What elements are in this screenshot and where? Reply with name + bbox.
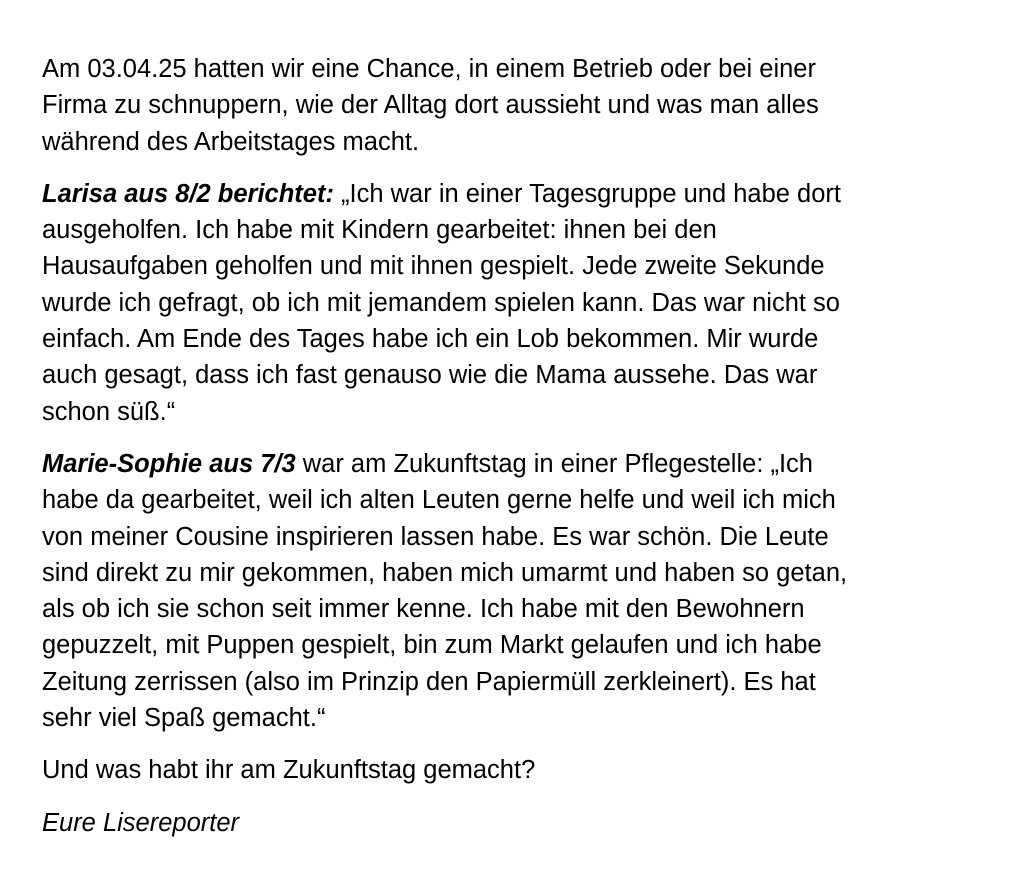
- text-line: Firma zu schnuppern, wie der Alltag dort aussieht und was man alles: [42, 91, 819, 120]
- text-line: sind direkt zu mir gekommen, haben mich umarmt und haben so getan,: [42, 558, 848, 587]
- closing-question: Und was habt ihr am Zukunftstag gemacht?: [42, 756, 536, 785]
- text-line: gepuzzelt, mit Puppen gespielt, bin zum Markt gelaufen und ich habe: [42, 631, 822, 660]
- text-line: [42, 446, 1002, 482]
- text-line: sehr viel Spaß gemacht.“: [42, 704, 326, 733]
- text-line: wurde ich gefragt, ob ich mit jemandem spielen kann. Das war nicht so: [42, 288, 840, 317]
- speaker-label: Larisa aus 8/2 berichtet:: [42, 179, 334, 208]
- text-line: schon süß.“: [42, 397, 176, 426]
- text-line: habe da gearbeitet, weil ich alten Leuten gerne helfe und weil ich mich: [42, 486, 836, 515]
- article: [42, 51, 1002, 857]
- report-marie-sophie-paragraph: [42, 446, 1002, 736]
- text-line: ausgeholfen. Ich habe mit Kindern gearbeitet: ihnen bei den: [42, 216, 717, 245]
- text-line: während des Arbeitstages macht.: [42, 127, 420, 156]
- intro-paragraph: [42, 51, 1002, 160]
- quote-start: „Ich war in einer Tagesgruppe und habe dort: [333, 179, 841, 208]
- text-line: Zeitung zerrissen (also im Prinzip den Papiermüll zerkleinert). Es hat: [42, 667, 816, 696]
- text-line: auch gesagt, dass ich fast genauso wie die Mama aussehe. Das war: [42, 361, 818, 390]
- text-line: Am 03.04.25 hatten wir eine Chance, in einem Betrieb oder bei einer: [42, 55, 816, 83]
- text-line: Hausaufgaben geholfen und mit ihnen gespielt. Jede zweite Sekunde: [42, 252, 825, 281]
- report-larisa-paragraph: [42, 176, 1002, 430]
- speaker-label: Marie-Sophie aus 7/3: [42, 449, 296, 478]
- text-line: einfach. Am Ende des Tages habe ich ein Lob bekommen. Mir wurde: [42, 325, 819, 354]
- text-line: als ob ich sie schon seit immer kenne. Ich habe mit den Bewohnern: [42, 595, 805, 624]
- text-line: von meiner Cousine inspirieren lassen habe. Es war schön. Die Leute: [42, 522, 829, 551]
- quote-start: war am Zukunftstag in einer Pflegestelle: „Ich: [295, 449, 813, 478]
- signature: Eure Lisereporter: [42, 808, 240, 837]
- text-line: [42, 176, 1002, 212]
